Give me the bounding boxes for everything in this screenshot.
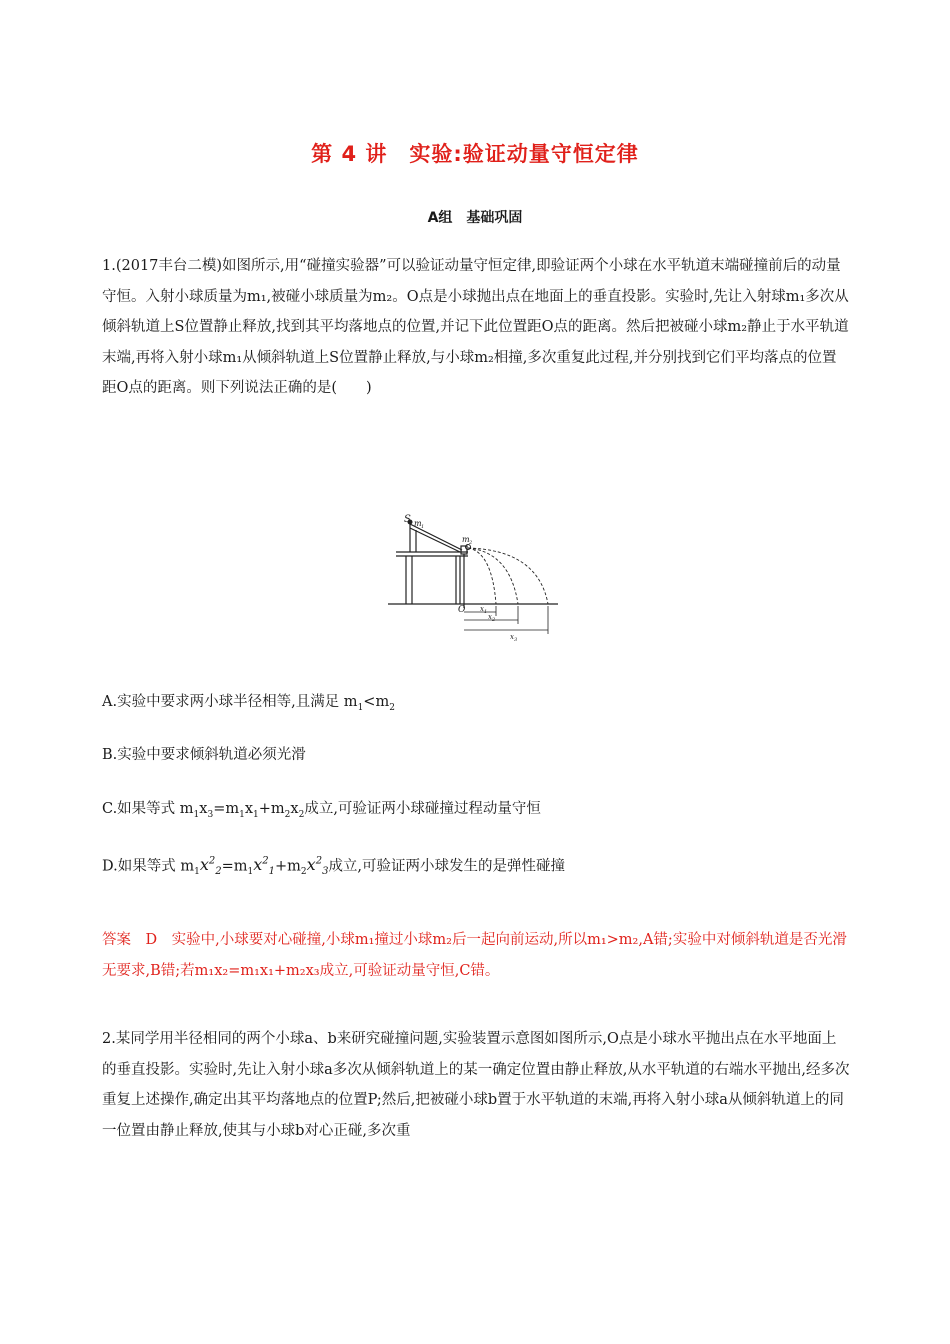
label-o: O [458, 605, 466, 615]
label-m1: m [414, 519, 422, 528]
label-m2: m [462, 535, 470, 544]
answer-explanation: 答案 D 实验中,小球要对心碰撞,小球m₁撞过小球m₂后一起向前运动,所以m₁>m₂,A错;实验中对倾斜轨道是否光滑无要求,B错;若m₁x₂=m₁x₁+m₂x₃成立,可验证动量守恒,C错。 [102, 932, 847, 979]
option-c: C.如果等式 $m_1x_3=m_1x_1+m_2x_2$成立,可验证两小球碰撞过程动量守恒 [102, 801, 541, 820]
label-x1-sub: 1 [484, 609, 488, 615]
label-x3: x [510, 633, 514, 641]
label-m2-sub: 2 [469, 540, 473, 546]
option-a: A.实验中要求两小球半径相等,且满足 $m_1<m_2$ [102, 694, 395, 713]
page-title: 第 4 讲 实验:验证动量守恒定律 [311, 142, 639, 166]
question-1-stem: 1.(2017丰台二模)如图所示,用“碰撞实验器”可以验证动量守恒定律,即验证两个小球在水平轨道末端碰撞前后的动量守恒。入射小球质量为m₁,被碰小球质量为m₂。O点是小球抛出点在地面上的垂直投影。实验时,先让入射球m₁多次从倾斜轨道上S位置静止释放,找到其平均落地点的位置,并记下此位置距O点的距离。然后把被碰小球m₂静止于水平轨道末端,再将入射小球m₁从倾斜轨道上S位置静止释放,与小球m₂相撞,多次重复此过程,并分别找到它们平均落点的位置距O点的距离。则下列说法正确的是( ) [102, 258, 849, 397]
label-m1-sub: 1 [421, 524, 425, 530]
question-2-stem: 2.某同学用半径相同的两个小球a、b来研究碰撞问题,实验装置示意图如图所示,O点是小球水平抛出点在水平地面上的垂直投影。实验时,先让入射小球a多次从倾斜轨道上的某一确定位置由静止释放,从水平轨道的右端水平抛出,经多次重复上述操作,确定出其平均落地点的位置P;然后,把被碰小球b置于水平轨道的末端,再将入射小球a从倾斜轨道上的同一位置由静止释放,使其与小球b对心正碰,多次重 [102, 1031, 850, 1139]
label-x1: x [480, 605, 484, 613]
collision-apparatus-figure [388, 510, 564, 646]
label-x2-sub: 2 [492, 617, 496, 623]
label-x3-sub: 3 [514, 637, 518, 643]
label-s: S [404, 514, 411, 525]
label-x2: x [488, 613, 492, 621]
section-heading: A组 基础巩固 [427, 210, 523, 226]
option-d: D.如果等式 $m_1x^2_2=m_1x^2_1+m_2x^2_3$成立,可验证两小球发生的是弹性碰撞 [102, 855, 566, 878]
option-b: B.实验中要求倾斜轨道必须光滑 [102, 747, 306, 763]
